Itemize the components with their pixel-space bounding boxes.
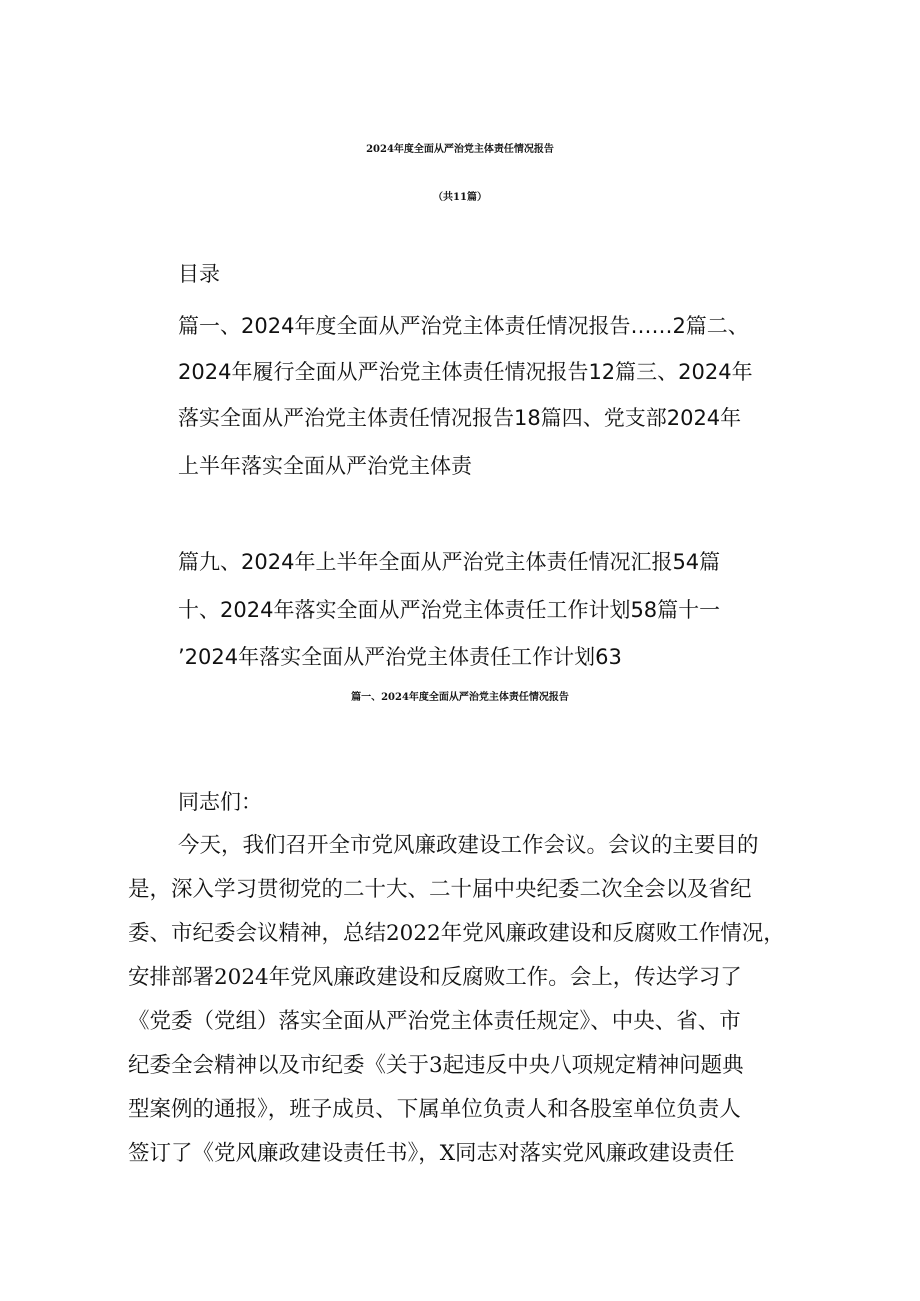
toc-line: ’2024年落实全面从严治党主体责任工作计划63 (178, 645, 622, 669)
body-line: 是，深入学习贯彻党的二十大、二十届中央纪委二次全会以及省纪 (128, 877, 752, 902)
document-title-line2: （共11篇） (433, 192, 487, 203)
section-heading: 篇一、2024年度全面从严治党主体责任情况报告 (351, 692, 569, 703)
body-line: 安排部署2024年党风廉政建设和反腐败工作。会上，传达学习了 (128, 965, 742, 990)
toc-line: 篇九、2024年上半年全面从严治党主体责任情况汇报54篇 (178, 550, 721, 574)
toc-line: 落实全面从严治党主体责任情况报告18篇四、党支部2024年 (178, 406, 742, 430)
body-line: 纪委全会精神以及市纪委《关于3起违反中央八项规定精神问题典 (128, 1053, 744, 1078)
salutation: 同志们： (178, 790, 262, 814)
body-line: 型案例的通报》，班子成员、下属单位负责人和各股室单位负责人 (128, 1097, 741, 1122)
toc-line: 十、2024年落实全面从严治党主体责任工作计划58篇十一 (178, 598, 721, 622)
toc-line: 2024年履行全面从严治党主体责任情况报告12篇三、2024年 (178, 360, 753, 384)
toc-line: 上半年落实全面从严治党主体责 (178, 454, 472, 478)
toc-label: 目录 (178, 262, 220, 286)
document-title-line1: 2024年度全面从严治党主体责任情况报告 (366, 144, 554, 155)
toc-line: 篇一、2024年度全面从严治党主体责任情况报告……2篇二、 (178, 314, 749, 338)
body-line: 《党委（党组）落实全面从严治党主体责任规定》、中央、省、市 (128, 1009, 741, 1034)
body-line: 今天，我们召开全市党风廉政建设工作会议。会议的主要目的 (178, 833, 759, 858)
body-line: 委、市纪委会议精神，总结2022年党风廉政建设和反腐败工作情况， (128, 921, 785, 946)
body-line: 签订了《党风廉政建设责任书》，X同志对落实党风廉政建设责任 (128, 1141, 735, 1166)
